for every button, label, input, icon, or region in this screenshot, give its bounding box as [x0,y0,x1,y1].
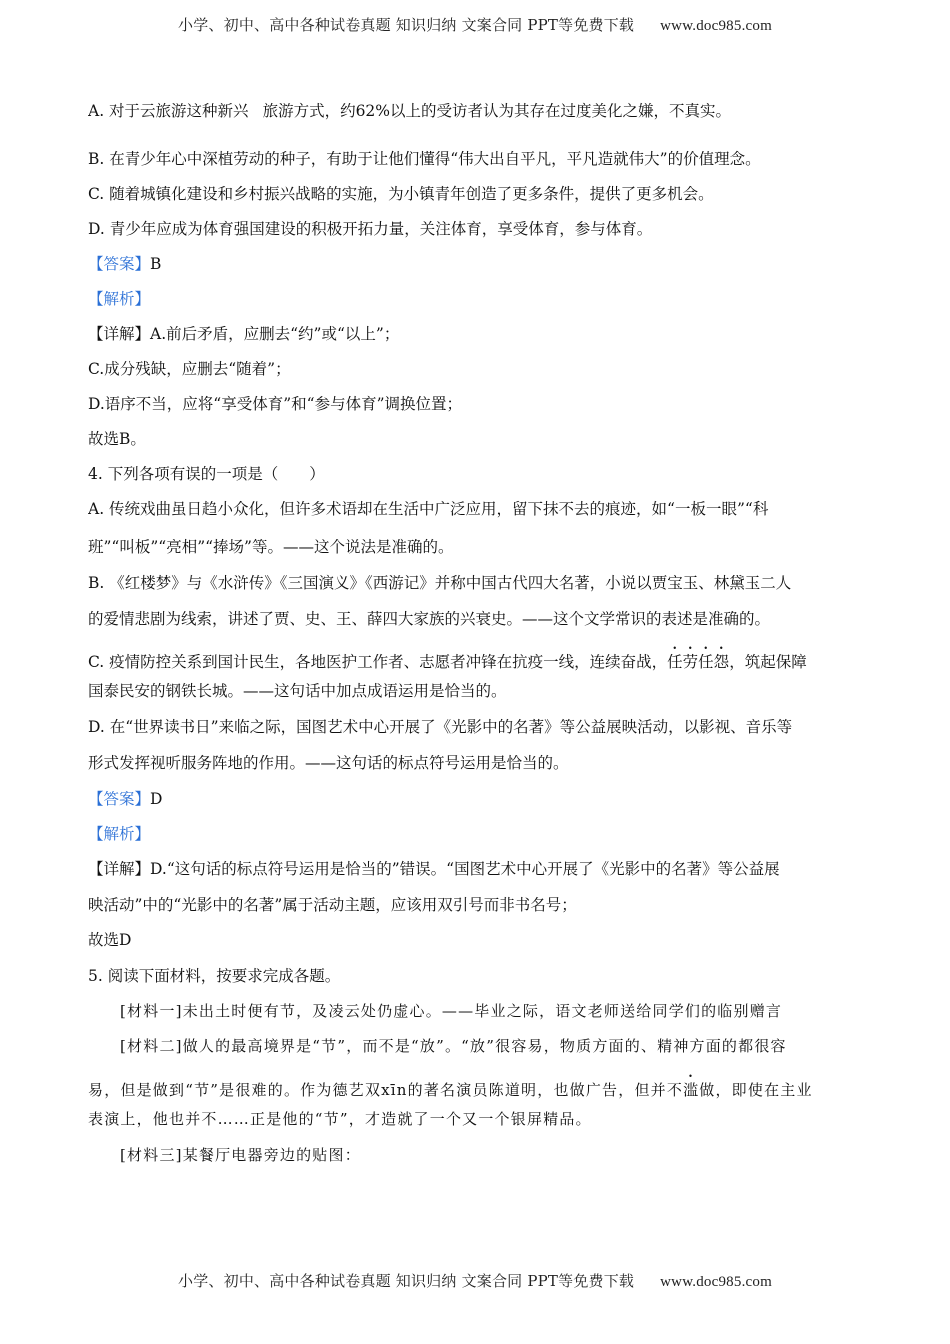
q4-option-a-line1: A. 传统戏曲虽日趋小众化，但许多术语却在生活中广泛应用，留下抹不去的痕迹，如“一板一眼”“科 [88,500,769,518]
q4-detail-1: 【详解】D.“这句话的标点符号运用是恰当的”错误。“国图艺术中心开展了《光影中的名著》等公益展 [88,860,780,878]
emphasized-char: 滥 [683,1081,700,1099]
q3-answer: 【答案】B [88,255,162,273]
q3-option-a: A. 对于云旅游这种新兴 旅游方式，约62%以上的受访者认为其存在过度美化之嫌，不真实。 [88,102,732,120]
answer-tag: 【答案】 [88,790,151,808]
q5-material-2-line2: 易，但是做到“节”是很难的。作为德艺双xīn的著名演员陈道明，也做广告，但并不滥做，即使在主业 [88,1081,813,1099]
q4-analysis-tag: 【解析】 [88,825,151,843]
q5-material-3: [材料三]某餐厅电器旁边的贴图： [120,1146,361,1164]
q4-answer: 【答案】D [88,790,163,808]
emphasized-idiom: 任劳任怨 [667,653,730,671]
q4-stem: 4. 下列各项有误的一项是（ ） [88,465,325,483]
q3-option-c: C. 随着城镇化建设和乡村振兴战略的实施，为小镇青年创造了更多条件，提供了更多机会。 [88,185,714,203]
footer-site-link[interactable]: www.doc985.com [660,1274,772,1290]
q3-analysis-tag: 【解析】 [88,290,151,308]
q5-material-1: [材料一]未出土时便有节，及凌云处仍虚心。——毕业之际，语文老师送给同学们的临别赠言 [120,1002,783,1020]
answer-tag: 【答案】 [88,255,151,273]
q3-conclusion: 故选B。 [88,430,146,448]
q5-material-2-line1: [材料二]做人的最高境界是“节”，而不是“放”。“放”很容易，物质方面的、精神方面的都很容 [120,1037,787,1055]
q3-option-d: D. 青少年应成为体育强国建设的积极开拓力量，关注体育，享受体育，参与体育。 [88,220,653,238]
q3-detail-2: C.成分残缺，应删去“随着”； [88,360,291,378]
q4-option-c-line2: 国泰民安的钢铁长城。——这句话中加点成语运用是恰当的。 [88,682,507,700]
q3-detail-1: 【详解】A.前后矛盾，应删去“约”或“以上”； [88,325,400,343]
q4-option-a-line2: 班”“叫板”“亮相”“捧场”等。——这个说法是准确的。 [88,538,454,556]
q4-option-d-line2: 形式发挥视听服务阵地的作用。——这句话的标点符号运用是恰当的。 [88,754,569,772]
q4-option-c-line1: C. 疫情防控关系到国计民生，各地医护工作者、志愿者冲锋在抗疫一线，连续奋战，任劳任怨，筑起保障 [88,653,807,671]
q4-option-d-line1: D. 在“世界读书日”来临之际，国图艺术中心开展了《光影中的名著》等公益展映活动，以影视、音乐等 [88,718,793,736]
q3-option-b: B. 在青少年心中深植劳动的种子，有助于让他们懂得“伟大出自平凡，平凡造就伟大”的价值理念。 [88,150,761,168]
header-text: 小学、初中、高中各种试卷真题 知识归纳 文案合同 PPT等免费下载 [178,16,635,34]
q4-option-b-line1: B. 《红楼梦》与《水浒传》《三国演义》《西游记》并称中国古代四大名著，小说以贾宝玉、林黛玉二人 [88,574,792,592]
footer-text: 小学、初中、高中各种试卷真题 知识归纳 文案合同 PPT等免费下载 [178,1272,635,1290]
q3-detail-3: D.语序不当，应将“享受体育”和“参与体育”调换位置； [88,395,462,413]
page-header [0,14,950,35]
q5-material-2-line3: 表演上，他也并不……正是他的“节”，才造就了一个又一个银屏精品。 [88,1110,592,1128]
q5-stem: 5. 阅读下面材料，按要求完成各题。 [88,967,341,985]
q4-detail-2: 映活动”中的“光影中的名著”属于活动主题，应该用双引号而非书名号； [88,896,577,914]
header-site-link[interactable]: www.doc985.com [660,18,772,34]
page-footer [0,1270,950,1291]
q4-option-b-line2: 的爱情悲剧为线索，讲述了贾、史、王、薛四大家族的兴衰史。——这个文学常识的表述是准确的。 [88,610,771,628]
q4-conclusion: 故选D [88,931,132,949]
